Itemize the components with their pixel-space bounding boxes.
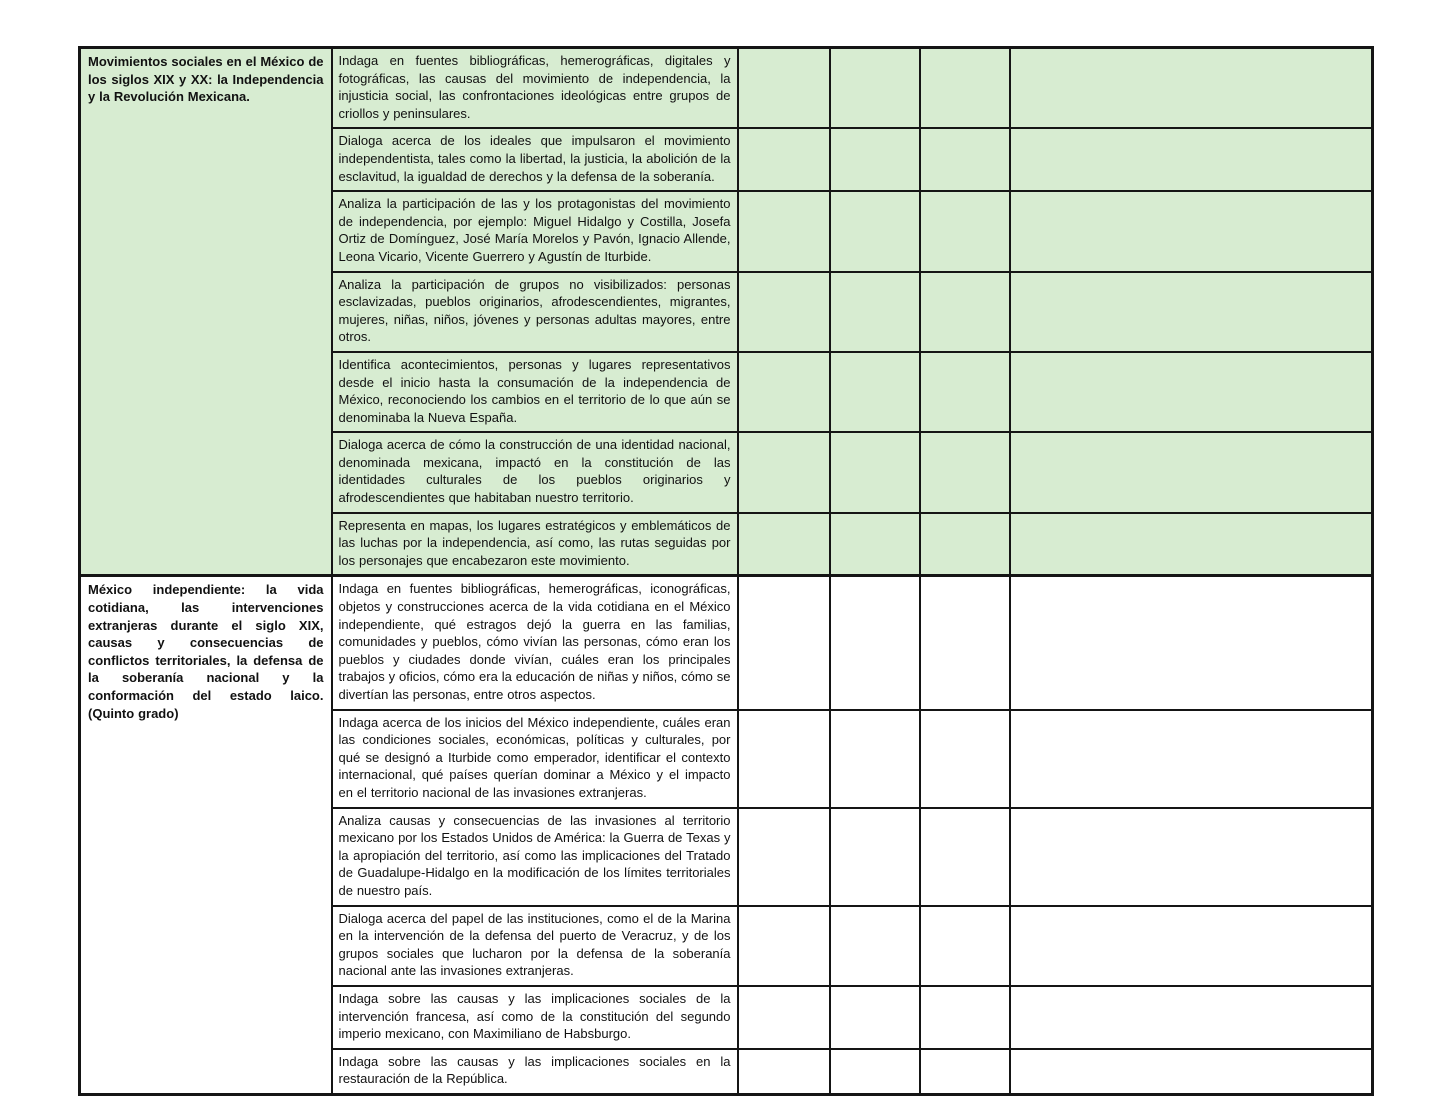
empty-cell — [920, 808, 1010, 906]
empty-cell — [1010, 1049, 1373, 1095]
empty-cell — [738, 432, 830, 512]
empty-cell — [1010, 576, 1373, 710]
empty-cell — [738, 986, 830, 1049]
empty-cell — [830, 906, 920, 986]
empty-cell — [830, 710, 920, 808]
empty-cell — [920, 1049, 1010, 1095]
empty-cell — [1010, 128, 1373, 191]
empty-cell — [1010, 48, 1373, 129]
description-cell: Analiza la participación de grupos no visibilizados: personas esclavizadas, pueblos originarios, afrodescendientes, migrantes, mujeres, niñas, niños, jóvenes y personas adultas mayores, entre otros. — [332, 272, 738, 352]
curriculum-table — [78, 46, 1374, 1096]
empty-cell — [830, 191, 920, 271]
description-cell: Indaga en fuentes bibliográficas, hemerográficas, iconográficas, objetos y construcciones acerca de la vida cotidiana en el México independiente, qué estragos dejó la guerra en las familias, comunidades y pueblos, cómo vivían las personas, cómo eran los pueblos y ciudades donde vivían, cuáles eran los principales trabajos y oficios, cómo era la educación de niñas y niños, cómo se divertían las personas, entre otros aspectos. — [332, 576, 738, 710]
description-cell: Analiza causas y consecuencias de las invasiones al territorio mexicano por los Estados Unidos de América: la Guerra de Texas y la apropiación del territorio, así como las implicaciones del Tratado de Guadalupe-Hidalgo en la modificación de los límites territoriales de nuestro país. — [332, 808, 738, 906]
empty-cell — [1010, 808, 1373, 906]
empty-cell — [920, 352, 1010, 432]
empty-cell — [920, 986, 1010, 1049]
empty-cell — [830, 1049, 920, 1095]
description-cell: Analiza la participación de las y los protagonistas del movimiento de independencia, por ejemplo: Miguel Hidalgo y Costilla, Josefa Ortiz de Domínguez, José María Morelos y Pavón, Ignacio Allende, Leona Vicario, Vicente Guerrero y Agustín de Iturbide. — [332, 191, 738, 271]
empty-cell — [738, 513, 830, 576]
empty-cell — [920, 432, 1010, 512]
empty-cell — [830, 128, 920, 191]
topic-cell: Movimientos sociales en el México de los siglos XIX y XX: la Independencia y la Revolución Mexicana. — [80, 48, 332, 576]
table-row — [80, 576, 1373, 710]
description-cell: Indaga sobre las causas y las implicaciones sociales en la restauración de la República. — [332, 1049, 738, 1095]
empty-cell — [830, 986, 920, 1049]
topic-cell: México independiente: la vida cotidiana, las intervenciones extranjeras durante el siglo XIX, causas y consecuencias de conflictos territoriales, la defensa de la soberanía nacional y la conformación del estado laico. (Quinto grado) — [80, 576, 332, 1094]
empty-cell — [1010, 191, 1373, 271]
empty-cell — [830, 272, 920, 352]
empty-cell — [1010, 352, 1373, 432]
empty-cell — [1010, 986, 1373, 1049]
empty-cell — [920, 191, 1010, 271]
description-cell: Identifica acontecimientos, personas y lugares representativos desde el inicio hasta la consumación de la independencia de México, reconociendo los cambios en el territorio de lo que aún se denominaba la Nueva España. — [332, 352, 738, 432]
empty-cell — [1010, 272, 1373, 352]
empty-cell — [738, 191, 830, 271]
description-cell: Dialoga acerca del papel de las instituciones, como el de la Marina en la intervención de la defensa del puerto de Veracruz, y de los grupos sociales que lucharon por la defensa de la soberanía nacional ante las invasiones extranjeras. — [332, 906, 738, 986]
table-body — [80, 48, 1373, 1095]
empty-cell — [830, 352, 920, 432]
empty-cell — [738, 576, 830, 710]
empty-cell — [830, 432, 920, 512]
empty-cell — [920, 128, 1010, 191]
empty-cell — [830, 576, 920, 710]
empty-cell — [830, 48, 920, 129]
description-cell: Dialoga acerca de cómo la construcción de una identidad nacional, denominada mexicana, impactó en la constitución de las identidades culturales de los pueblos originarios y afrodescendientes que habitaban nuestro territorio. — [332, 432, 738, 512]
empty-cell — [920, 513, 1010, 576]
empty-cell — [738, 808, 830, 906]
empty-cell — [830, 808, 920, 906]
empty-cell — [920, 272, 1010, 352]
empty-cell — [738, 48, 830, 129]
empty-cell — [738, 906, 830, 986]
empty-cell — [920, 710, 1010, 808]
empty-cell — [1010, 906, 1373, 986]
empty-cell — [738, 272, 830, 352]
description-cell: Dialoga acerca de los ideales que impulsaron el movimiento independentista, tales como la libertad, la justicia, la abolición de la esclavitud, la igualdad de derechos y la defensa de la soberanía. — [332, 128, 738, 191]
table-row — [80, 48, 1373, 129]
description-cell: Indaga acerca de los inicios del México independiente, cuáles eran las condiciones sociales, económicas, políticas y culturales, por qué se designó a Iturbide como emperador, identificar el contexto internacional, qué países querían dominar a México y el impacto en el territorio nacional de las invasiones extranjeras. — [332, 710, 738, 808]
empty-cell — [1010, 432, 1373, 512]
description-cell: Indaga sobre las causas y las implicaciones sociales de la intervención francesa, así como de la constitución del segundo imperio mexicano, con Maximiliano de Habsburgo. — [332, 986, 738, 1049]
empty-cell — [830, 513, 920, 576]
empty-cell — [1010, 513, 1373, 576]
empty-cell — [1010, 710, 1373, 808]
description-cell: Indaga en fuentes bibliográficas, hemerográficas, digitales y fotográficas, las causas del movimiento de independencia, la injusticia social, las confrontaciones ideológicas entre grupos de criollos y peninsulares. — [332, 48, 738, 129]
empty-cell — [920, 576, 1010, 710]
empty-cell — [738, 710, 830, 808]
empty-cell — [920, 906, 1010, 986]
empty-cell — [920, 48, 1010, 129]
empty-cell — [738, 1049, 830, 1095]
description-cell: Representa en mapas, los lugares estratégicos y emblemáticos de las luchas por la independencia, así como, las rutas seguidas por los personajes que encabezaron este movimiento. — [332, 513, 738, 576]
empty-cell — [738, 352, 830, 432]
empty-cell — [738, 128, 830, 191]
